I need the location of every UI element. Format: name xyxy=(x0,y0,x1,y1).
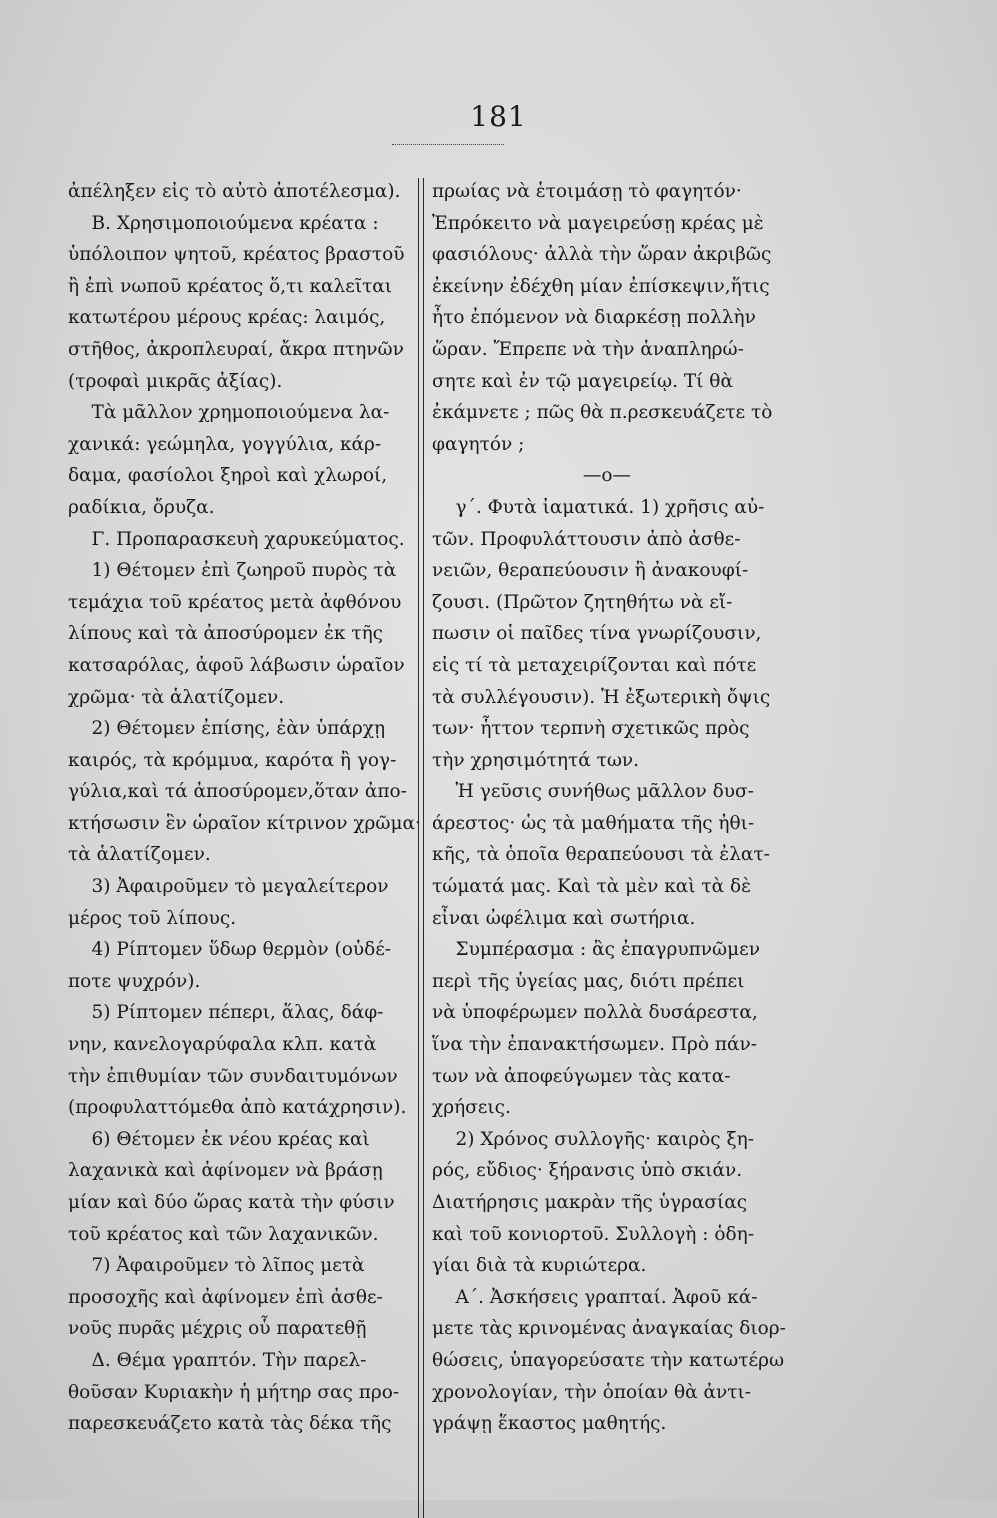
page-number-rule xyxy=(392,144,504,145)
text-line: τώματά μας. Καὶ τὰ μὲν καὶ τὰ δὲ xyxy=(432,876,752,898)
text-line: μίαν καὶ δύο ὥρας κατὰ τὴν φύσιν xyxy=(68,1192,395,1213)
text-line: κτήσωσιν ἓν ὡραῖον κίτρινον χρῶμα· xyxy=(68,812,421,834)
text-line: κῆς, τὰ ὁποῖα θεραπεύουσι τὰ ἐλατ- xyxy=(432,844,770,866)
text-line: ἐκάμνετε ; πῶς θὰ π.ρεσκευάζετε τὸ xyxy=(432,402,773,424)
text-line: πωσιν οἱ παῖδες τίνα γνωρίζουσιν, xyxy=(432,623,762,645)
text-line: Ἡ γεῦσις συνήθως μᾶλλον δυσ- xyxy=(432,781,754,803)
text-line: ὑπόλοιπον ψητοῦ, κρέατος βραστοῦ xyxy=(68,244,405,266)
text-line: χανικά: γεώμηλα, γογγύλια, κάρ- xyxy=(68,433,382,455)
text-line: νοῦς πυρᾶς μέχρις οὗ παρατεθῇ xyxy=(68,1318,367,1340)
text-line: τοῦ κρέατος καὶ τῶν λαχανικῶν. xyxy=(68,1223,379,1245)
text-line: τεμάχια τοῦ κρέατος μετὰ ἀφθόνου xyxy=(68,591,402,613)
text-line: φασιόλους· ἀλλὰ τὴν ὥραν ἀκριβῶς xyxy=(432,244,772,266)
text-line: κατσαρόλας, ἀφοῦ λάβωσιν ὡραῖον xyxy=(68,654,405,676)
text-line: χρῶμα· τὰ ἁλατίζομεν. xyxy=(68,686,285,708)
text-line: γράψῃ ἕκαστος μαθητής. xyxy=(432,1413,667,1435)
column-divider-left xyxy=(418,178,419,1518)
section-heading-line: Δ. Θέμα γραπτόν. Τὴν παρελ- xyxy=(68,1349,367,1371)
column-divider-right xyxy=(423,178,424,1518)
text-line: κατωτέρου μέρους κρέας: λαιμός, xyxy=(68,307,386,329)
text-line: 7) Ἀφαιροῦμεν τὸ λῖπος μετὰ xyxy=(68,1255,365,1277)
text-line: τὰ συλλέγουσιν). Ἡ ἐξωτερικὴ ὄψις xyxy=(432,686,771,708)
text-line: εἶναι ὠφέλιμα καὶ σωτήρια. xyxy=(432,907,696,929)
text-line: ἐκείνην ἐδέχθη μίαν ἐπίσκεψιν,ἥτις xyxy=(432,275,770,297)
text-line: ἀπέληξεν εἰς τὸ αὐτὸ ἀποτέλεσμα). xyxy=(68,181,401,202)
page-number: 181 xyxy=(470,100,527,133)
text-line: δαμα, φασίολοι ξηροὶ καὶ χλωροί, xyxy=(68,465,388,487)
text-line: νην, κανελογαρύφαλα κλπ. κατὰ xyxy=(68,1034,377,1056)
text-line: θώσεις, ὑπαγορεύσατε τὴν κατωτέρω xyxy=(432,1349,785,1371)
text-line: παρεσκευάζετο κατὰ τὰς δέκα τῆς xyxy=(68,1413,392,1435)
text-line: στῆθος, ἀκροπλευραί, ἄκρα πτηνῶν xyxy=(68,338,404,360)
text-line: 2) Θέτομεν ἐπίσης, ἐὰν ὑπάρχῃ xyxy=(68,718,386,740)
text-line: ἵνα τὴν ἐπανακτήσωμεν. Πρὸ πάν- xyxy=(432,1034,758,1056)
text-line: εἰς τί τὰ μεταχειρίζονται καὶ πότε xyxy=(432,654,757,676)
text-line: ἦτο ἐπόμενον νὰ διαρκέσῃ πολλὴν xyxy=(432,307,756,329)
text-line: φαγητόν ; xyxy=(432,433,525,455)
text-line: τὴν ἐπιθυμίαν τῶν συνδαιτυμόνων xyxy=(68,1065,398,1087)
text-line: 3) Ἀφαιροῦμεν τὸ μεγαλείτερον xyxy=(68,876,389,898)
text-line: Συμπέρασμα : ἂς ἐπαγρυπνῶμεν xyxy=(432,939,760,961)
text-line: Γ. Προπαρασκευὴ χαρυκεύματος. xyxy=(68,528,405,550)
text-line: γύλια,καὶ τά ἀποσύρομεν,ὅταν ἀπο- xyxy=(68,781,407,803)
text-line: 1) Θέτομεν ἐπὶ ζωηροῦ πυρὸς τὰ xyxy=(68,560,397,582)
text-line: τῶν. Προφυλάττουσιν ἀπὸ ἀσθε- xyxy=(432,528,741,550)
text-line: τὰ ἁλατίζομεν. xyxy=(68,844,211,866)
text-line: τὴν χρησιμότητά των. xyxy=(432,749,640,771)
text-line: ποτε ψυχρόν). xyxy=(68,970,201,992)
text-line: Διατήρησις μακρὰν τῆς ὑγρασίας xyxy=(432,1192,748,1213)
text-line: 2) Χρόνος συλλογῆς· καιρὸς ξη- xyxy=(432,1128,755,1150)
text-line: χρονολογίαν, τὴν ὁποίαν θὰ ἀντι- xyxy=(432,1381,752,1403)
text-line: καιρός, τὰ κρόμμυα, καρότα ἢ γογ- xyxy=(68,749,397,771)
text-line: πρωίας νὰ ἑτοιμάσῃ τὸ φαγητόν· xyxy=(432,181,742,202)
text-line: χρήσεις. xyxy=(432,1097,511,1119)
text-line: μετε τὰς κρινομένας ἀναγκαίας διορ- xyxy=(432,1318,786,1340)
text-line: άρεστος· ὡς τὰ μαθήματα τῆς ἠθι- xyxy=(432,812,755,834)
text-line: ὥραν. Ἔπρεπε νὰ τὴν ἀναπληρώ- xyxy=(432,338,744,360)
text-line: Β. Χρησιμοποιούμενα κρέατα : xyxy=(68,212,379,234)
text-line: καὶ τοῦ κονιορτοῦ. Συλλογὴ : ὁδη- xyxy=(432,1223,754,1245)
text-line: περὶ τῆς ὑγείας μας, διότι πρέπει xyxy=(432,970,745,992)
text-line: λίπους καὶ τὰ ἀποσύρομεν ἐκ τῆς xyxy=(68,623,384,645)
right-column xyxy=(432,176,786,1440)
text-line: μέρος τοῦ λίπους. xyxy=(68,907,237,929)
text-line: Α΄. Ἀσκήσεις γραπταί. Ἀφοῦ κά- xyxy=(432,1286,758,1308)
section-separator: —ο— xyxy=(582,465,632,487)
text-line: Τὰ μᾶλλον χρημοποιούμενα λα- xyxy=(68,402,390,424)
text-line: των νὰ ἀποφεύγωμεν τὰς κατα- xyxy=(432,1065,731,1087)
text-line: λαχανικὰ καὶ ἀφίνομεν νὰ βράσῃ xyxy=(68,1160,383,1182)
text-line: 5) Ρίπτομεν πέπερι, ἅλας, δάφ- xyxy=(68,1002,384,1024)
text-line: των· ἧττον τερπνὴ σχετικῶς πρὸς xyxy=(432,718,750,740)
text-line: γ΄. Φυτὰ ἰαματικά. 1) χρῆσις αὐ- xyxy=(432,496,765,518)
text-line: (τροφαὶ μικρᾶς ἀξίας). xyxy=(68,370,283,392)
text-line: γίαι διὰ τὰ κυριώτερα. xyxy=(432,1255,647,1277)
text-line: σητε καὶ ἐν τῷ μαγειρείῳ. Τί θὰ xyxy=(432,370,733,392)
text-line: ἢ ἐπὶ νωποῦ κρέατος ὅ,τι καλεῖται xyxy=(68,275,393,297)
text-line: ρός, εὔδιος· ξήρανσις ὑπὸ σκιάν. xyxy=(432,1160,743,1182)
left-column xyxy=(68,176,421,1440)
text-line: νειῶν, θεραπεύουσιν ἢ ἀνακουφί- xyxy=(432,560,749,582)
text-line: νὰ ὑποφέρωμεν πολλὰ δυσάρεστα, xyxy=(432,1002,758,1024)
text-line: θοῦσαν Κυριακὴν ἡ μήτηρ σας προ- xyxy=(68,1381,400,1403)
text-line: ζουσι. (Πρῶτον ζητηθήτω νὰ εἴ- xyxy=(432,591,733,613)
text-line: ραδίκια, ὄρυζα. xyxy=(68,496,215,518)
text-line: 4) Ρίπτομεν ὕδωρ θερμὸν (οὐδέ- xyxy=(68,939,392,961)
text-line: (προφυλαττόμεθα ἀπὸ κατάχρησιν). xyxy=(68,1097,407,1119)
text-line: 6) Θέτομεν ἐκ νέου κρέας καὶ xyxy=(68,1128,370,1150)
text-line: Ἐπρόκειτο νὰ μαγειρεύσῃ κρέας μὲ xyxy=(432,212,764,234)
text-line: προσοχῆς καὶ ἀφίνομεν ἐπὶ ἀσθε- xyxy=(68,1286,383,1308)
